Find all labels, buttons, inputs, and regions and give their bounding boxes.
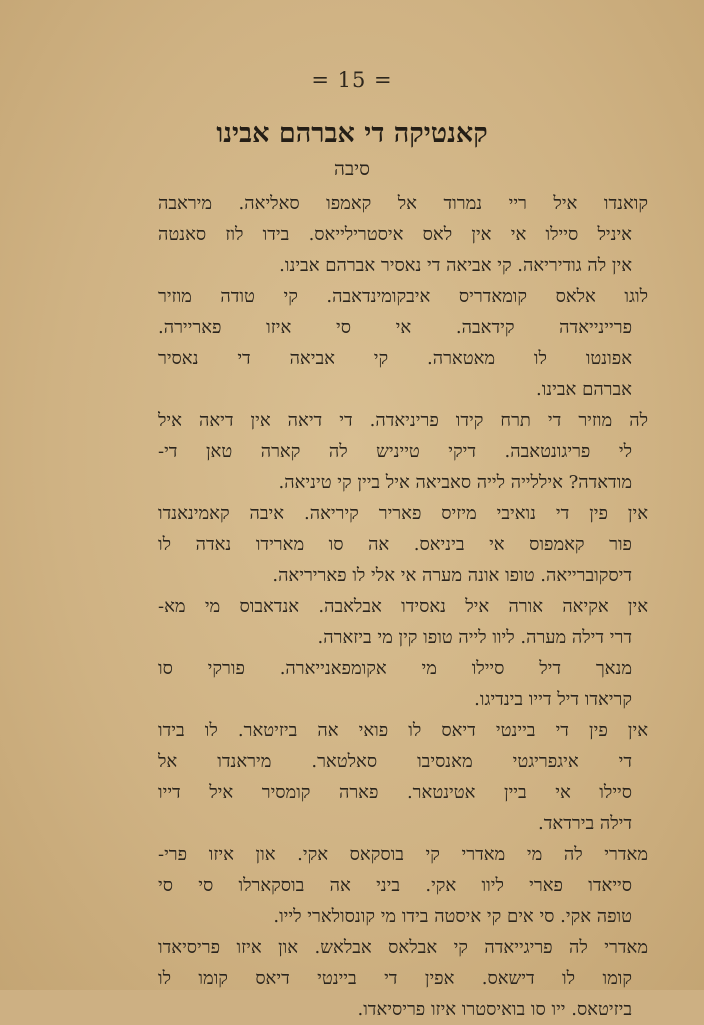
text-line: איניל סיילו אי אין לאס איסטרילייאס. בידו לוז סאנטה [158,224,632,245]
text-line: מודאדה? איללייה לייה סאביאה איל ביין קי טיניאה. [278,472,632,493]
text-line: אברהם אבינו. [535,379,632,400]
text-line: פריינייאדה קידאבה. אי סי איזו פאריירה. [158,317,632,338]
text-line: סייאדו פארי ליוו אקי. ביני אה בוסקארלו סי סי [158,875,632,896]
text-line: סיילו אי ביין אטינטאר. פארה קומסיר איל דייו [158,782,632,803]
text-line: מנאך דיל סיילו מי אקומפאנייארה. פורקי סו [158,658,632,679]
text-line: דרי דילה מערה. ליוו לייה טופו קין מי ביזארה. [317,627,632,648]
page-title: קאנטיקה די אברהם אבינו [216,118,488,149]
text-line: דילה בירדאד. [538,813,632,834]
text-line: אין פין די נואיבי מיזיס פאריר קיריאה. איבה קאמינאנדו [158,503,648,524]
text-line: אין פין די ביינטי דיאס לו פואי אה ביזיטאר. לו בידו [158,720,648,741]
text-line: פור קאמפוס אי ביניאס. אה סו מארידו נאדה לו [158,534,632,555]
text-line: דיסקוברייאה. טופו אונה מערה אי אלי לו פאריריאה. [272,565,632,586]
text-line: די איגפריגטי מאנסיבו סאלטאר. מיראנדו אל [158,751,632,772]
text-line: קואנדו איל ריי נמרוד אל קאמפו סאליאה. מיראבה [158,193,648,214]
text-line: ביזיטאס. ייו סו בואיסטרו איזו פריסיאדו. [357,999,632,1020]
text-line: קריאדו דיל דייו בינדיגו. [474,689,632,710]
text-line: טופה אקי. סי אים קי איסטה בידו מי קונסולארי לייו. [273,906,632,927]
page-subtitle: סיבה [334,158,370,180]
text-line: אין אקיאה אורה איל נאסידו אבלאבה. אנדאבוס מי מא- [158,596,648,617]
text-line: לה מוזיר די תרח קידו פריניאדה. די דיאה אין דיאה איל [158,410,648,431]
text-line: אפונטו לו מאטארה. קי אביאה די נאסיר [158,348,632,369]
poem-body [158,188,648,1025]
text-line: מאדרי לה מי מאדרי קי בוסקאס אקי. און איזו פרי- [158,844,648,865]
text-line: קומו לו דישאס. אפין די ביינטי דיאס קומו לו [158,968,632,989]
text-line: אין לה גודיריאה. קי אביאה די נאסיר אברהם אבינו. [279,255,632,276]
page-number: = 15 = [311,68,393,92]
text-line: מאדרי לה פריגייאדה קי אבלאס אבלאש. און איזו פריסיאדו [158,937,648,958]
text-line: לוגו אלאס קומאדריס איבקומינדאבה. קי טודה מוזיר [158,286,648,307]
text-line: לי פריגונטאבה. דיקי טייניש לה קארה טאן די- [158,441,632,462]
